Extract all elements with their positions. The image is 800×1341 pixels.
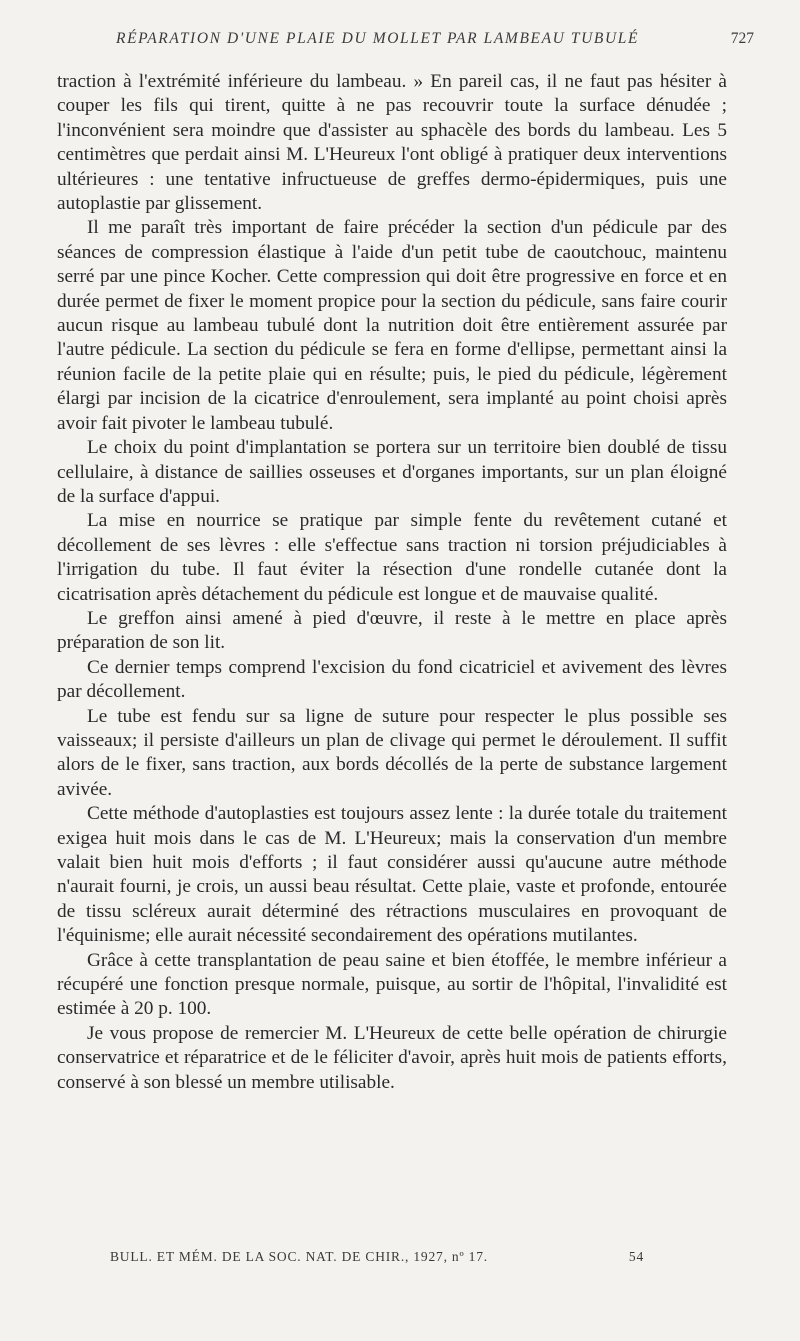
paragraph: Le greffon ainsi amené à pied d'œuvre, il reste à le mettre en place après préparation de son lit.: [57, 607, 727, 654]
paragraph: Je vous propose de remercier M. L'Heureux de cette belle opération de chirurgie conservatrice et réparatrice et de le féliciter d'avoir, après huit mois de patients efforts, conservé à son blessé un membre utilisable.: [57, 1022, 727, 1093]
paragraph: Ce dernier temps comprend l'excision du fond cicatriciel et avivement des lèvres par décollement.: [57, 656, 727, 703]
article-body: [57, 70, 727, 1095]
running-header: [116, 30, 754, 48]
journal-citation: BULL. ET MÉM. DE LA SOC. NAT. DE CHIR., 1927, nº 17.: [110, 1249, 488, 1264]
paragraph: Grâce à cette transplantation de peau saine et bien étoffée, le membre inférieur a récupéré une fonction presque normale, puisque, au sortir de l'hôpital, l'invalidité est estimée à 20 p. 100.: [57, 949, 727, 1020]
running-header-title: RÉPARATION D'UNE PLAIE DU MOLLET PAR LAMBEAU TUBULÉ: [116, 30, 640, 47]
paragraph: Le choix du point d'implantation se portera sur un territoire bien doublé de tissu cellulaire, à distance de saillies osseuses et d'organes importants, sur un plan éloigné de la surface d'appui.: [57, 437, 727, 507]
page-footer: [110, 1249, 644, 1265]
paragraph: Cette méthode d'autoplasties est toujours assez lente : la durée totale du traitement exigea huit mois dans le cas de M. L'Heureux; mais la conservation d'un membre valait bien huit mois d'efforts ; il faut considérer aussi qu'aucune autre méthode n'aurait fourni, je crois, un aussi beau résultat. Cette plaie, vaste et profonde, entourée de tissu scléreux aurait déterminé des rétractions musculaires en provoquant de l'équinisme; elle aurait nécessité secondairement des opérations mutilantes.: [57, 803, 727, 947]
paragraph: La mise en nourrice se pratique par simple fente du revêtement cutané et décollement de ses lèvres : elle s'effectue sans traction ni torsion préjudiciables à l'irrigation du tube. Il faut éviter la résection d'une rondelle cutanée dont la cicatrisation après détachement du pédicule est longue et de mauvaise qualité.: [57, 510, 727, 605]
sheet-number: 54: [628, 1249, 644, 1264]
paragraph: Le tube est fendu sur sa ligne de suture pour respecter le plus possible ses vaisseaux; il persiste d'ailleurs un plan de clivage qui permet le déroulement. Il suffit alors de le fixer, sans traction, aux bords décollés de la perte de substance largement avivée.: [57, 705, 727, 800]
page-number: 727: [730, 30, 754, 47]
paragraph: traction à l'extrémité inférieure du lambeau. » En pareil cas, il ne faut pas hésiter à couper les fils qui tirent, quitte à ne pas recouvrir toute la surface dénudée ; l'inconvénient sera moindre que d'assister au sphacèle des bords du lambeau. Les 5 centimètres que perdait ainsi M. L'Heureux l'ont obligé à pratiquer deux interventions ultérieures : une tentative infructueuse de greffes dermo-épidermiques, puis une autoplastie par glissement.: [57, 71, 727, 215]
paragraph: Il me paraît très important de faire précéder la section d'un pédicule par des séances de compression élastique à l'aide d'un petit tube de caoutchouc, maintenu serré par une pince Kocher. Cette compression qui doit être progressive en force et en durée permet de fixer le moment propice pour la section du pédicule, sans faire courir aucun risque au lambeau tubulé dont la nutrition doit être entièrement assurée par l'autre pédicule. La section du pédicule se fera en forme d'ellipse, permettant ainsi la réunion facile de la petite plaie qui en résulte; puis, le pied du pédicule, légèrement élargi par incision de la cicatrice d'enroulement, sera implanté au point choisi après avoir fait pivoter le lambeau tubulé.: [57, 217, 727, 434]
